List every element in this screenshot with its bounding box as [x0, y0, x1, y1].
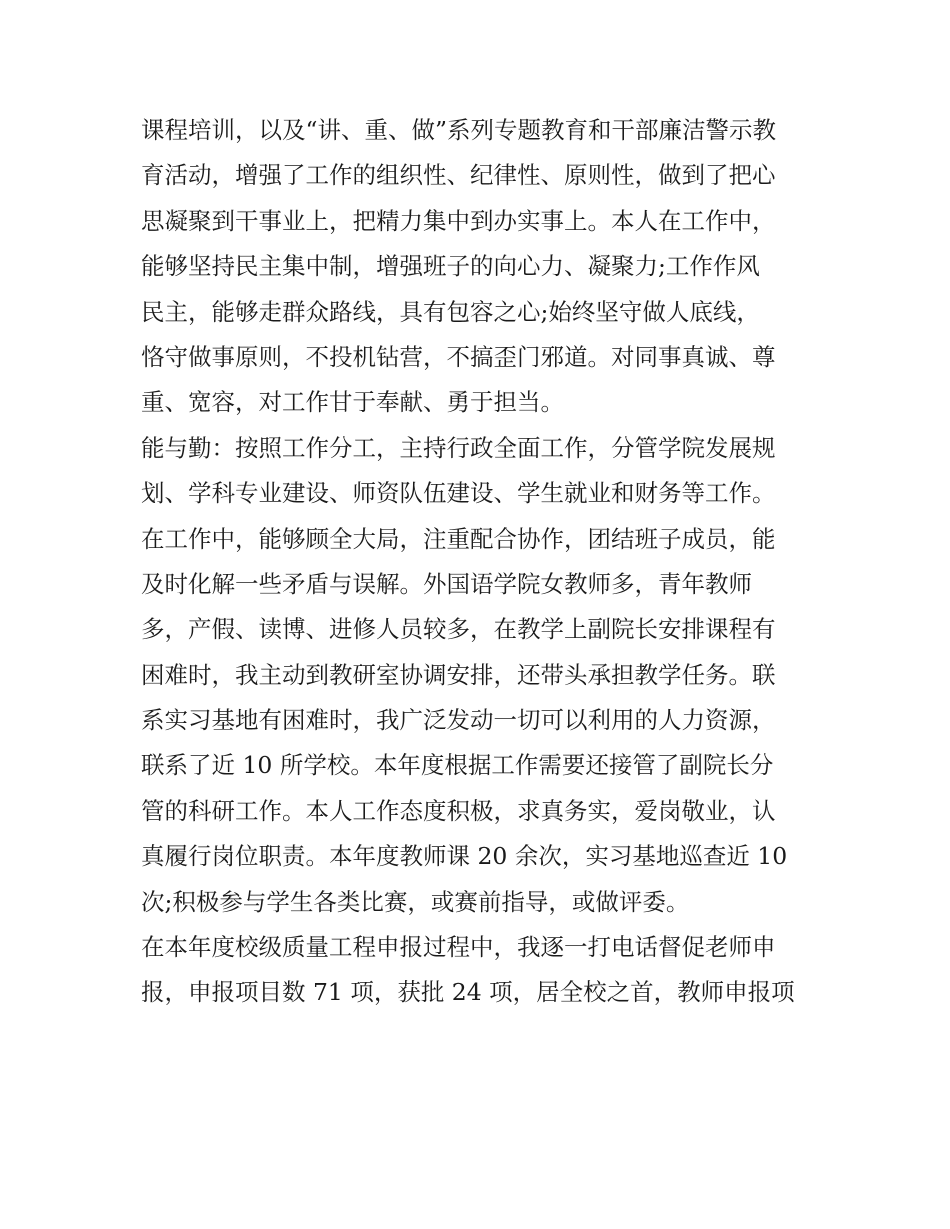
text-line: 真履行岗位职责。本年度教师课 20 余次，实习基地巡查近 10: [141, 842, 788, 871]
text-line: 系实习基地有困难时，我广泛发动一切可以利用的人力资源，: [141, 706, 776, 735]
text-line: 能与勤：按照工作分工，主持行政全面工作，分管学院发展规: [141, 433, 776, 462]
text-line: 在工作中，能够顾全大局，注重配合协作，团结班子成员，能: [141, 524, 776, 553]
text-line: 报，申报项目数 71 项，获批 24 项，居全校之首，教师申报项: [141, 978, 795, 1007]
text-line: 联系了近 10 所学校。本年度根据工作需要还接管了副院长分: [141, 751, 774, 780]
text-line: 管的科研工作。本人工作态度积极，求真务实，爱岗敬业，认: [141, 796, 776, 825]
text-line: 困难时，我主动到教研室协调安排，还带头承担教学任务。联: [141, 660, 776, 689]
text-line: 在本年度校级质量工程申报过程中，我逐一打电话督促老师申: [141, 933, 776, 962]
body-text: [141, 108, 816, 1016]
text-line: 恪守做事原则，不投机钻营，不搞歪门邪道。对同事真诚、尊: [141, 342, 776, 371]
text-line: 划、学科专业建设、师资队伍建设、学生就业和财务等工作。: [141, 479, 776, 508]
text-line: 思凝聚到干事业上，把精力集中到办实事上。本人在工作中，: [141, 206, 776, 235]
text-line: 多，产假、读博、进修人员较多，在教学上副院长安排课程有: [141, 615, 776, 644]
text-line: 及时化解一些矛盾与误解。外国语学院女教师多，青年教师: [141, 569, 752, 598]
text-line: 课程培训，以及“讲、重、做”系列专题教育和干部廉洁警示教: [141, 116, 777, 144]
text-line: 能够坚持民主集中制，增强班子的向心力、凝聚力;工作作风: [141, 252, 760, 281]
text-line: 民主，能够走群众路线，具有包容之心;始终坚守做人底线，: [141, 297, 760, 326]
text-line: 育活动，增强了工作的组织性、纪律性、原则性，做到了把心: [141, 161, 776, 190]
text-line: 次;积极参与学生各类比赛，或赛前指导，或做评委。: [141, 887, 690, 916]
text-line: 重、宽容，对工作甘于奉献、勇于担当。: [141, 388, 564, 417]
